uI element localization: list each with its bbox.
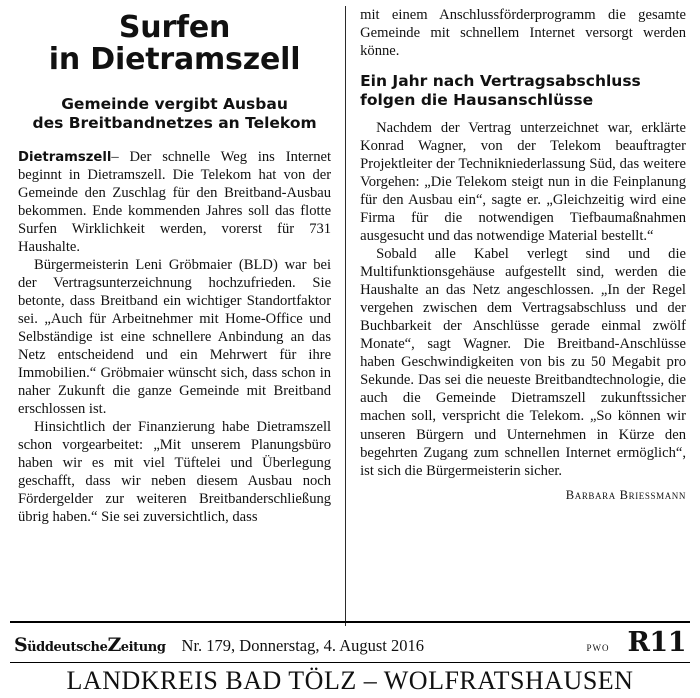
- article-byline: Barbara Briessmann: [565, 487, 686, 502]
- body-paragraph: Nachdem der Vertrag unterzeichnet war, erklärte Konrad Wagner, von der Telekom beauftragter Projektleiter der Technikniederlassung Süd, das weitere Vorgehen: „Die Telekom steigt nun in die Feinplanung für den Ausbau ein“, sagte er. „Gleichzeitig wird eine Firma für die notwendigen Tiefbaumaßnahmen ausgesucht und das notwendige Material bestellt.“: [360, 120, 686, 245]
- lead-paragraph-text: – Der schnelle Weg ins Internet beginnt in Dietramszell. Die Telekom hat von der Gemeinde den Zuschlag für den Breitband-Ausbau bekommen. Ende kommenden Jahres soll das flotte Surfen Wirklichkeit werden, vorerst für 731 Haushalte.: [18, 148, 332, 255]
- masthead-eitung: eitung: [120, 640, 166, 655]
- article-subheadline: [18, 95, 331, 134]
- masthead-z: Z: [107, 634, 121, 656]
- body-paragraph: Sobald alle Kabel verlegt sind und die Multifunktionsgehäuse aufgestellt sind, werden die Haushalte an das Netz angeschlossen. „In der Regel vergehen zwischen dem Vertragsabschluss und der Buchbarkeit der Anschlüsse gerade einmal zwölf Monate“, sagt Wagner. Die Breitband-Anschlüsse haben Geschwindigkeiten von bis zu 50 Megabit pro Sekunde. Das sei die neueste Breitbandtechnologie, die auch die Gemeinde Dietramszell zukunftssicher machen soll, verspricht die Telekom. „So können wir unseren Bürgern und Unternehmen in Kürze den begehrten Zugang zum schnellen Internet ermöglich“, ist sich die Bürgermeisterin sicher.: [360, 246, 686, 479]
- body-paragraph: Hinsichtlich der Finanzierung habe Dietramszell schon vorgearbeitet: „Mit unserem Planungsbüro haben wir es mit viel Tüftelei und Überlegung geschafft, dass wir neben diesem Ausbau noch Fördergelder zur weiteren Breitbanderschließung übrig haben.“ Sie sei zuversichtlich, dass: [18, 419, 332, 526]
- article-columns: [10, 6, 690, 626]
- footer-divider-top: [10, 621, 690, 623]
- edition-info: Nr. 179, Donnerstag, 4. August 2016: [181, 636, 424, 655]
- left-column: [10, 6, 345, 626]
- crosshead-line-2: folgen die Hausanschlüsse: [360, 90, 594, 109]
- headline-line-2: in Dietramszell: [48, 42, 301, 78]
- region-title: LANDKREIS BAD TÖLZ – WOLFRATSHAUSEN: [66, 666, 634, 695]
- crosshead-line-1: Ein Jahr nach Vertragsabschluss: [360, 72, 641, 91]
- footer-row: [10, 627, 690, 660]
- footer-divider-mid: [10, 662, 690, 663]
- body-paragraph: mit einem Anschlussförderprogramm die gesamte Gemeinde mit schnellem Internet versorgt werden könne.: [360, 7, 686, 60]
- headline-line-1: Surfen: [118, 10, 231, 45]
- page-number: R11: [627, 627, 686, 658]
- right-column: [345, 6, 690, 626]
- masthead-ueddeutsche: üddeutsche: [27, 640, 108, 655]
- author-code: pwo: [586, 640, 610, 654]
- lead-paragraph: [18, 148, 331, 256]
- masthead-s: S: [14, 634, 28, 656]
- masthead-logo: [14, 634, 166, 656]
- crosshead: [360, 72, 686, 109]
- page-title: [18, 12, 331, 77]
- subheadline-line-2: des Breitbandnetzes an Telekom: [32, 114, 317, 133]
- page-footer: [10, 621, 690, 698]
- subheadline-line-1: Gemeinde vergibt Ausbau: [61, 94, 288, 113]
- body-paragraph: Bürgermeisterin Leni Gröbmaier (BLD) war bei der Vertragsunterzeichnung hochzufrieden. Sie betonte, dass Breitband ein wichtiger Standortfaktor sei. „Auch für Arbeitnehmer mit Home-Office und Selbständige ist eine schnellere Anbindung an das Netz entscheidend und ein Mehrwert für ihre Immobilien.“ Gröbmaier wünscht sich, dass schon in naher Zukunft die ganze Gemeinde mit Breitband erschlossen ist.: [18, 256, 332, 418]
- dateline: Dietramszell: [18, 149, 112, 165]
